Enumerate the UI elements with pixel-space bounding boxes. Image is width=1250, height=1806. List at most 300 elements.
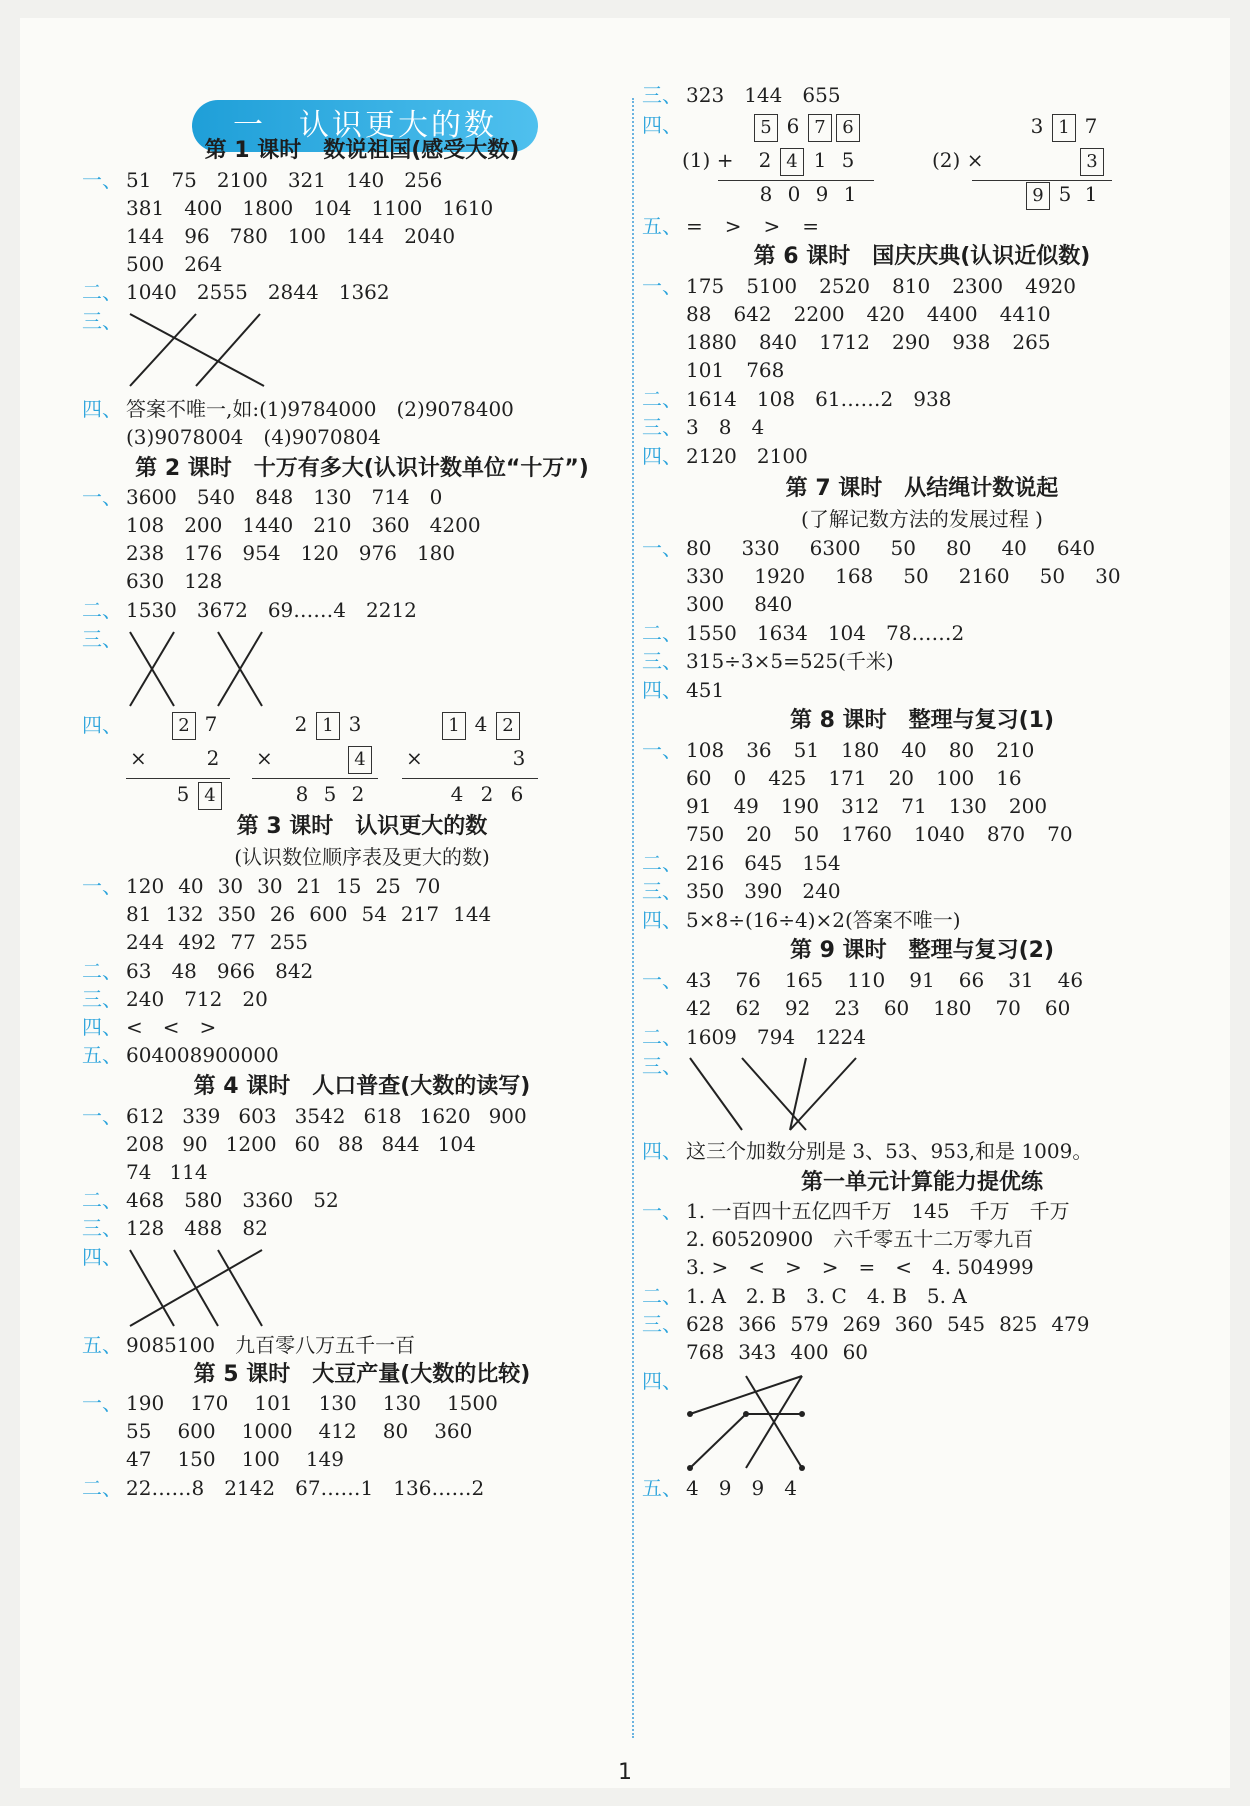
matching-lines — [686, 1054, 866, 1134]
answer-value: 4200 — [429, 513, 481, 537]
answer-values — [686, 618, 984, 648]
answer-value: 216 — [686, 851, 725, 875]
digit: 8 — [759, 182, 773, 206]
answer-value: 269 — [842, 1312, 881, 1336]
answer-value: 91 — [686, 794, 712, 818]
answer-value: 425 — [768, 766, 807, 790]
answer-value: 81 — [126, 902, 152, 926]
answer-value: 130 — [948, 794, 987, 818]
answer-value: 20 — [242, 987, 268, 1011]
answer-values — [686, 299, 1073, 329]
q-marker: 一、 — [82, 1391, 122, 1415]
answer-value: 100 — [936, 766, 975, 790]
answer-value: 80 — [948, 738, 975, 762]
q-marker: 三、 — [642, 1312, 682, 1336]
answer-value: 2040 — [404, 224, 456, 248]
answer-box: 4 — [780, 148, 804, 176]
answer-value: < — [126, 1015, 143, 1039]
answer-value: 420 — [866, 302, 905, 326]
answer-value: 1040 — [914, 822, 965, 846]
answer-value: 70 — [414, 874, 441, 898]
times-sign: × — [256, 746, 273, 770]
digit: 8 — [295, 782, 309, 806]
answer-value: 36 — [746, 738, 772, 762]
q-marker: 一、 — [642, 536, 682, 560]
answer-value: 75 — [171, 168, 197, 192]
q-marker: 三、 — [82, 627, 122, 651]
q-marker: 二、 — [82, 1188, 122, 1212]
digit: 2 — [294, 712, 308, 736]
answer-value: 140 — [346, 168, 385, 192]
q-marker: 二、 — [82, 598, 122, 622]
q-marker: 五、 — [642, 214, 682, 238]
answer-value: 108 — [126, 513, 165, 537]
times-sign: × — [406, 746, 423, 770]
answer-value: 315÷3×5=525(千米) — [686, 649, 894, 673]
digit: 7 — [204, 712, 218, 736]
answer-values — [126, 193, 513, 223]
vertical-multiplication-4 — [932, 114, 1122, 210]
answer-value: 128 — [184, 569, 223, 593]
answer-value: 88 — [686, 302, 712, 326]
answer-value: 40 — [178, 874, 204, 898]
answer-values — [686, 1309, 1104, 1339]
answer-values — [686, 533, 1125, 563]
answer-values — [686, 211, 841, 241]
answer-value: 47 — [126, 1447, 152, 1471]
answer-value: 74 — [126, 1160, 152, 1184]
answer-text: (3)9078004 (4)9070804 — [126, 425, 381, 449]
answer-value: 101 — [254, 1391, 293, 1415]
answer-values — [686, 441, 828, 471]
lesson-3-title: 第 3 课时 认识更大的数 — [236, 814, 488, 839]
answer-value: 16 — [996, 766, 1022, 790]
q-marker: 四、 — [642, 1369, 682, 1393]
answer-value: 51 — [793, 738, 820, 762]
answer-box: 5 — [754, 114, 778, 142]
answer-value: 80 — [686, 536, 712, 560]
lesson-6-title: 第 6 课时 国庆庆典(认识近似数) — [753, 244, 1091, 269]
answer-value: 49 — [733, 794, 759, 818]
answer-value: 240 — [802, 879, 841, 903]
answer-values — [686, 763, 1044, 793]
answer-values — [686, 1022, 886, 1052]
answer-value: 938 — [952, 330, 991, 354]
answer-values — [126, 165, 462, 195]
answer-value: 642 — [733, 302, 772, 326]
answer-box: 3 — [1080, 148, 1104, 176]
q-marker: 一、 — [82, 874, 122, 898]
answer-value: 265 — [1012, 330, 1051, 354]
answer-value: 339 — [182, 1104, 221, 1128]
page-number: 1 — [618, 1760, 632, 1785]
answer-value: 0 — [733, 766, 747, 790]
answer-value: 768 — [686, 1340, 725, 1364]
answer-value: 1634 — [756, 621, 808, 645]
answer-value: 108 — [686, 738, 725, 762]
answer-value: = — [802, 214, 820, 238]
answer-values — [686, 646, 914, 676]
answer-box: 7 — [808, 114, 832, 142]
answer-value: 50 — [793, 822, 820, 846]
matching-lines — [126, 628, 276, 710]
answer-value: 844 — [381, 1132, 420, 1156]
q-marker: 一、 — [642, 738, 682, 762]
answer-value: 640 — [1056, 536, 1096, 560]
answer-box: 2 — [496, 712, 520, 740]
answer-value: 210 — [313, 513, 352, 537]
answer-values — [686, 271, 1098, 301]
times-sign: × — [130, 746, 147, 770]
answer-value: 80 — [382, 1419, 409, 1443]
answer-value: 30 — [217, 874, 244, 898]
digit: 0 — [787, 182, 801, 206]
answer-value: < — [162, 1015, 180, 1039]
answer-value: 这三个加数分别是 3、53、953,和是 1009。 — [686, 1139, 1093, 1163]
answer-value: 618 — [363, 1104, 402, 1128]
answer-values — [686, 675, 744, 705]
answer-text: 答案不唯一,如:(1)9784000 (2)9078400 — [126, 397, 514, 421]
answer-value: 479 — [1051, 1312, 1090, 1336]
answer-value: 62 — [735, 996, 761, 1020]
answer-value: 67……1 — [295, 1476, 374, 1500]
answer-value: 90 — [182, 1132, 208, 1156]
answer-value: 150 — [177, 1447, 216, 1471]
answer-values — [686, 965, 1107, 995]
answer-value: 768 — [746, 358, 785, 382]
q-marker: 三、 — [642, 415, 682, 439]
answer-value: 360 — [894, 1312, 933, 1336]
answer-values — [126, 1444, 370, 1474]
answer-box: 1 — [1052, 114, 1076, 142]
digit: 2 — [206, 746, 220, 770]
digit: 2 — [351, 782, 365, 806]
answer-value: 1760 — [841, 822, 892, 846]
answer-value: 30 — [257, 874, 283, 898]
answer-value: 9 — [718, 1476, 732, 1500]
column-divider — [632, 98, 634, 1738]
q-marker: 四、 — [82, 713, 122, 737]
answer-value: 244 — [126, 930, 165, 954]
answer-value: 2844 — [267, 280, 319, 304]
q-marker: 一、 — [82, 1104, 122, 1128]
q-marker: 四、 — [642, 678, 682, 702]
answer-value: 712 — [184, 987, 223, 1011]
answer-value: 114 — [169, 1160, 208, 1184]
answer-value: 91 — [909, 968, 935, 992]
answer-values — [126, 1040, 299, 1070]
answer-value: > — [199, 1015, 217, 1039]
answer-value: 104 — [313, 196, 352, 220]
unit-title-banner: 一 认识更大的数 — [192, 100, 538, 152]
digit: 2 — [480, 782, 494, 806]
answer-value: 104 — [437, 1132, 476, 1156]
answer-values — [126, 1185, 359, 1215]
answer-value: 343 — [738, 1340, 777, 1364]
answer-value: 78……2 — [886, 621, 965, 645]
answer-value: 255 — [269, 930, 309, 954]
answer-value: 2100 — [756, 444, 808, 468]
digit: 3 — [348, 712, 362, 736]
answer-value: 381 — [126, 196, 165, 220]
answer-text: 3. > < > > = < 4. 504999 — [686, 1255, 1034, 1279]
answer-value: 976 — [358, 541, 397, 565]
q-marker: 一、 — [642, 968, 682, 992]
answer-value: 30 — [1095, 564, 1121, 588]
answer-value: 88 — [338, 1132, 364, 1156]
answer-value: 714 — [371, 485, 410, 509]
answer-box: 6 — [836, 114, 860, 142]
answer-values — [686, 1473, 817, 1503]
answer-value: 5100 — [746, 274, 798, 298]
answer-value: 870 — [986, 822, 1026, 846]
lesson-4-title: 第 4 课时 人口普查(大数的读写) — [193, 1074, 531, 1099]
q-marker: 五、 — [82, 1333, 122, 1357]
answer-value: 810 — [892, 274, 931, 298]
answer-value: 451 — [686, 678, 725, 702]
q-marker: 四、 — [82, 1015, 122, 1039]
answer-value: 3360 — [242, 1188, 294, 1212]
vertical-multiplication-3 — [402, 712, 542, 812]
answer-value: 645 — [744, 851, 783, 875]
answer-value: 612 — [126, 1104, 165, 1128]
answer-value: 323 — [686, 83, 725, 107]
answer-text: 1. A 2. B 3. C 4. B 5. A — [686, 1284, 967, 1308]
answer-value: 20 — [888, 766, 915, 790]
answer-values — [126, 871, 454, 901]
answer-value: 545 — [946, 1312, 986, 1336]
answer-value: 840 — [754, 592, 793, 616]
lesson-5-title: 第 5 课时 大豆产量(大数的比较) — [193, 1362, 531, 1387]
q-marker: 三、 — [82, 309, 122, 333]
answer-value: 130 — [318, 1391, 357, 1415]
answer-value: 488 — [184, 1216, 223, 1240]
answer-value: 4920 — [1025, 274, 1076, 298]
answer-value: 290 — [892, 330, 931, 354]
digit: 5 — [1058, 182, 1072, 206]
answer-box: 1 — [442, 712, 466, 740]
times-sign: × — [966, 148, 984, 172]
q-marker: 二、 — [642, 851, 682, 875]
answer-value: 630 — [126, 569, 165, 593]
underline — [126, 778, 230, 779]
answer-value: 71 — [901, 794, 927, 818]
digit: 1 — [843, 182, 857, 206]
answer-value: 4410 — [999, 302, 1051, 326]
q-marker: 三、 — [642, 649, 682, 673]
drill-title: 第一单元计算能力提优练 — [800, 1170, 1043, 1195]
q-marker: 三、 — [82, 1216, 122, 1240]
digit: 3 — [512, 746, 526, 770]
answer-value: 1440 — [242, 513, 294, 537]
answer-value: 492 — [178, 930, 217, 954]
answer-values — [126, 899, 505, 929]
answer-value: 9085100 — [126, 1333, 216, 1357]
answer-value: 350 — [686, 879, 725, 903]
answer-value: 50 — [903, 564, 929, 588]
answer-value: 175 — [686, 274, 725, 298]
answer-value: 180 — [841, 738, 880, 762]
answer-value: 390 — [744, 879, 783, 903]
answer-value: 208 — [126, 1132, 165, 1156]
answer-value: 31 — [1008, 968, 1034, 992]
answer-value: 70 — [995, 996, 1021, 1020]
answer-value: 48 — [171, 959, 197, 983]
answer-value: 154 — [802, 851, 841, 875]
answer-value: 120 — [300, 541, 339, 565]
answer-value: 110 — [847, 968, 886, 992]
answer-value: 165 — [784, 968, 824, 992]
answer-value: 4 — [686, 1476, 699, 1500]
answer-value: 500 — [126, 252, 165, 276]
digit: 5 — [176, 782, 190, 806]
answer-value: 1712 — [819, 330, 870, 354]
answer-value: 132 — [165, 902, 204, 926]
q-marker: 二、 — [642, 387, 682, 411]
q-marker: 一、 — [642, 274, 682, 298]
q-marker: 二、 — [642, 621, 682, 645]
q-marker: 二、 — [82, 280, 122, 304]
answer-value: 330 — [686, 564, 725, 588]
answer-values — [686, 993, 1094, 1023]
answer-box: 2 — [172, 712, 196, 740]
answer-value: 5×8÷(16÷4)×2(答案不唯一) — [686, 908, 961, 932]
digit: 4 — [474, 712, 488, 736]
answer-value: 2212 — [366, 598, 417, 622]
answer-value: 25 — [375, 874, 401, 898]
answer-value: 2100 — [216, 168, 268, 192]
answer-value: 4 — [751, 415, 765, 439]
answer-value: 63 — [126, 959, 152, 983]
answer-value: 2200 — [793, 302, 845, 326]
answer-value: > — [763, 214, 781, 238]
q-marker: 二、 — [82, 959, 122, 983]
answer-value: 26 — [269, 902, 296, 926]
answer-value: 2520 — [819, 274, 870, 298]
answer-value: 1920 — [754, 564, 806, 588]
answer-value: 825 — [999, 1312, 1038, 1336]
answer-value: 1100 — [371, 196, 423, 220]
answer-value: 400 — [790, 1340, 829, 1364]
answer-value: 20 — [746, 822, 772, 846]
answer-values — [686, 848, 861, 878]
sub-question-tag: (1) — [682, 148, 711, 172]
answer-values — [126, 221, 475, 251]
answer-value: 3600 — [126, 485, 177, 509]
answer-value: 2555 — [196, 280, 248, 304]
answer-value: 938 — [913, 387, 952, 411]
answer-value: 780 — [229, 224, 268, 248]
answer-value: 1550 — [686, 621, 737, 645]
answer-value: 21 — [296, 874, 322, 898]
digit: 2 — [758, 148, 772, 172]
answer-values — [686, 327, 1073, 357]
answer-value: 1362 — [338, 280, 390, 304]
answer-value: 128 — [126, 1216, 165, 1240]
answer-value: 966 — [216, 959, 256, 983]
digit: 7 — [1084, 114, 1098, 138]
answer-value: 120 — [126, 874, 165, 898]
answer-value: 200 — [1008, 794, 1048, 818]
answer-values — [126, 1101, 545, 1131]
answer-value: 61……2 — [815, 387, 894, 411]
answer-value: 840 — [758, 330, 798, 354]
answer-value: 954 — [242, 541, 281, 565]
answer-value: 468 — [126, 1188, 165, 1212]
answer-value: 217 — [400, 902, 440, 926]
answer-value: 604008900000 — [126, 1043, 279, 1067]
answer-value: 130 — [382, 1391, 421, 1415]
answer-values — [686, 412, 784, 442]
digit: 3 — [1030, 114, 1044, 138]
answer-value: 848 — [255, 485, 294, 509]
answer-values — [126, 1473, 504, 1503]
q-marker: 四、 — [82, 1245, 122, 1269]
answer-value: 60 — [883, 996, 910, 1020]
answer-value: 77 — [230, 930, 256, 954]
answer-value: 8 — [718, 415, 732, 439]
digit: 1 — [1084, 182, 1098, 206]
answer-value: 60 — [842, 1340, 869, 1364]
answer-value: 238 — [126, 541, 165, 565]
answer-value: 108 — [756, 387, 796, 411]
answer-values — [126, 538, 475, 568]
q-marker: 二、 — [82, 1476, 122, 1500]
answer-value: 1200 — [225, 1132, 277, 1156]
answer-value: 190 — [780, 794, 820, 818]
answer-value: 9 — [751, 1476, 765, 1500]
answer-value: 1530 — [126, 598, 177, 622]
vertical-addition — [682, 114, 882, 210]
answer-value: 54 — [361, 902, 387, 926]
answer-values — [686, 735, 1056, 765]
q-marker: 四、 — [642, 444, 682, 468]
answer-value: 144 — [346, 224, 385, 248]
answer-values — [686, 355, 806, 385]
q-marker: 三、 — [82, 987, 122, 1011]
q-marker: 四、 — [642, 113, 682, 137]
answer-values — [126, 1157, 226, 1187]
answer-values — [126, 510, 501, 540]
answer-values — [686, 819, 1095, 849]
answer-values — [126, 927, 322, 957]
underline — [402, 778, 538, 779]
answer-value: 96 — [184, 224, 210, 248]
answer-values — [126, 566, 242, 596]
vertical-multiplication-1 — [126, 712, 236, 812]
answer-value: 312 — [841, 794, 880, 818]
answer-values — [126, 482, 462, 512]
digit: 9 — [815, 182, 829, 206]
answer-value: 256 — [404, 168, 443, 192]
answer-values — [126, 1416, 498, 1446]
answer-value: 101 — [686, 358, 725, 382]
q-marker: 二、 — [642, 1025, 682, 1049]
answer-value: 300 — [686, 592, 725, 616]
answer-value: 1880 — [686, 330, 737, 354]
answer-value: 350 — [217, 902, 256, 926]
answer-value: 600 — [177, 1419, 216, 1443]
answer-value: 60 — [1044, 996, 1071, 1020]
answer-value: 70 — [1047, 822, 1073, 846]
answer-value: 144 — [744, 83, 783, 107]
answer-value: 655 — [802, 83, 841, 107]
answer-value: 69……4 — [267, 598, 346, 622]
answer-values — [126, 1388, 524, 1418]
answer-value: 22……8 — [126, 1476, 205, 1500]
q-marker: 四、 — [642, 908, 682, 932]
answer-value: 600 — [309, 902, 348, 926]
